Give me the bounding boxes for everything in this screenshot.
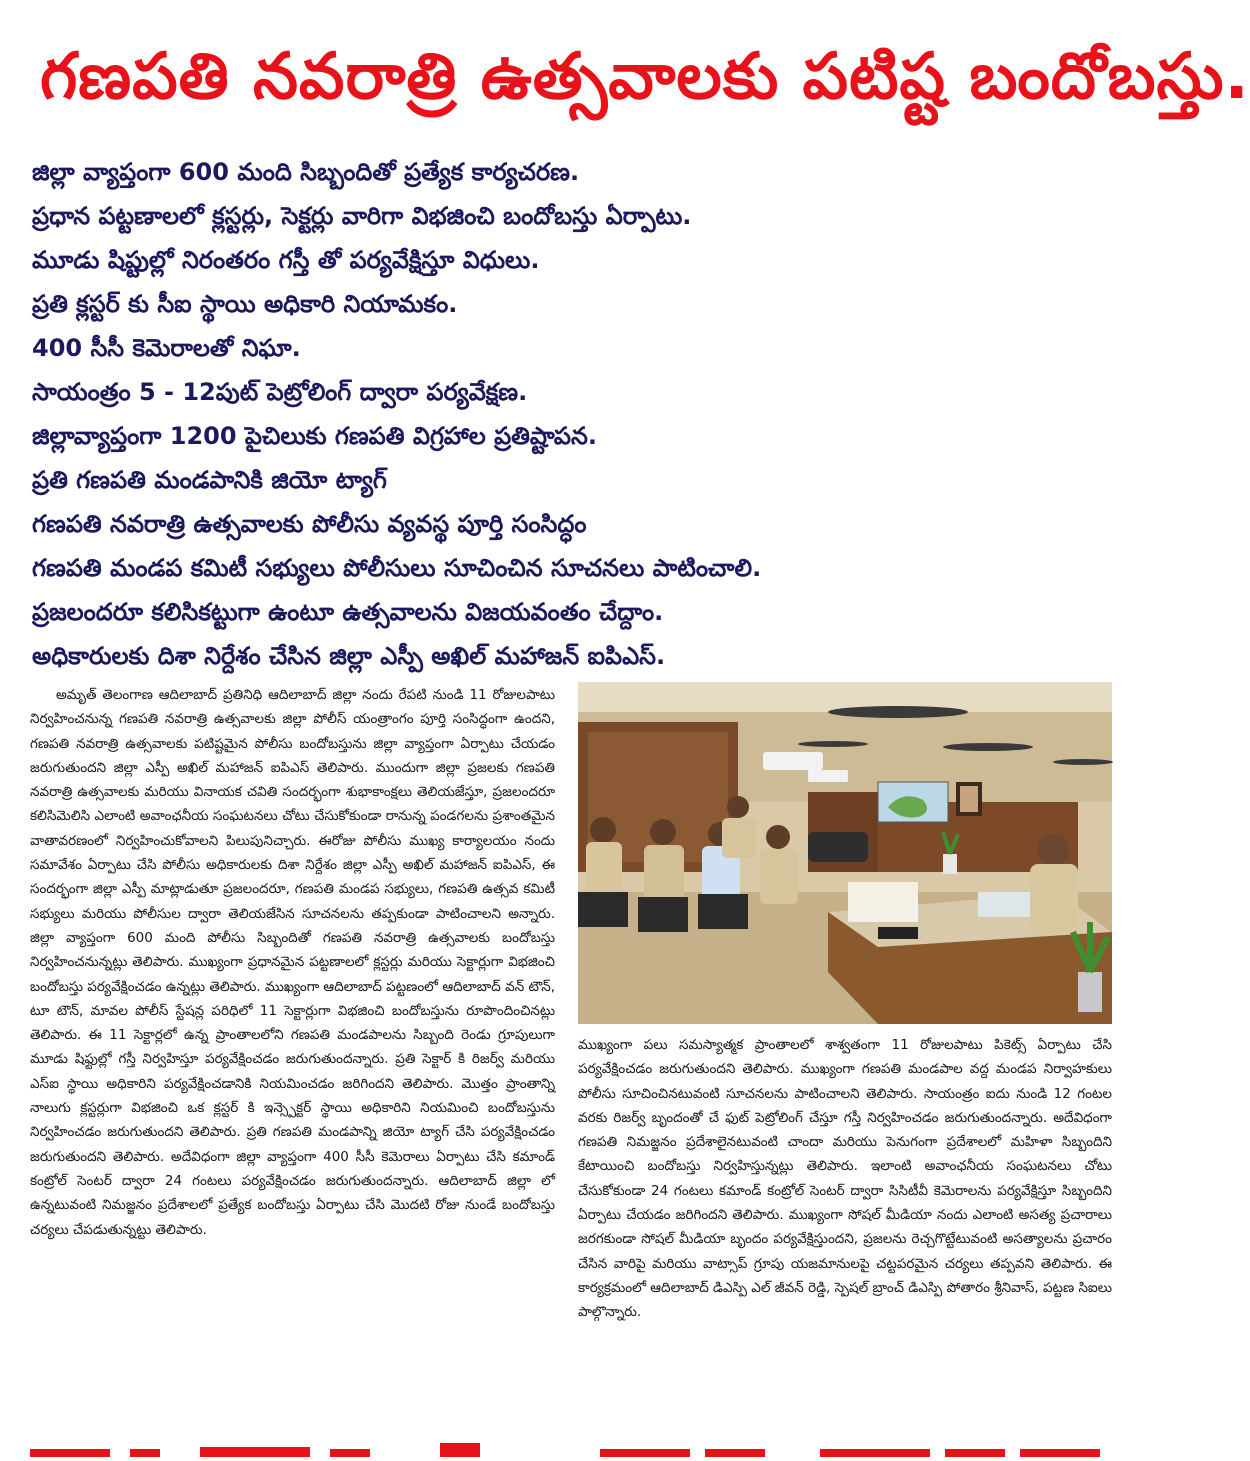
highlight-item: అధికారులకు దిశా నిర్దేశం చేసిన జిల్లా ఎస్పీ అఖిల్ మహాజన్ ఐపిఎస్.: [32, 642, 666, 670]
highlight-item: ప్రధాన పట్టణాలలో క్లస్టర్లు, సెక్టర్లు వారిగా విభజించి బందోబస్తు ఏర్పాటు.: [32, 202, 692, 230]
highlight-item: 400 సీసీ కెమెరాలతో నిఘా.: [32, 334, 301, 362]
highlight-item: ప్రతి క్లస్టర్ కు సీఐ స్థాయి అధికారి నియామకం.: [32, 290, 458, 318]
highlight-item: ప్రతి గణపతి మండపానికి జియో ట్యాగ్: [32, 466, 387, 494]
highlights-list: [32, 150, 1092, 678]
next-article-strip: [0, 1442, 1129, 1456]
article-body-left: అమృత్ తెలంగాణ ఆదిలాబాద్ ప్రతినిధి ఆదిలాబాద్ జిల్లా నందు రేపటి నుండి 11 రోజులపాటు నిర్వహించనున్న గణపతి నవరాత్రి ఉత్సవాలకు జిల్లా పోలీస్ యంత్రాంగం పూర్తి సంసిద్ధంగా ఉందని, గణపతి నవరాత్రి ఉత్సవాలకు పటిష్టమైన పోలీసు బందోబస్తును జిల్లా వ్యాప్తంగా ఏర్పాటు చేయడం జరుగుతుందని జిల్లా ఎస్పీ అఖిల్ మహాజన్ ఐపిఎస్ తెలిపారు. ముందుగా జిల్లా ప్రజలకు గణపతి నవరాత్రి ఉత్సవాలకు మరియు వినాయక చవితి సందర్భంగా శుభాకాంక్షలు తెలియజేస్తూ, ప్రజలందరూ కలిసిమెలిసి ఎలాంటి అవాంఛనీయ సంఘటనలు చోటు చేసుకోకుండా రానున్న పండగలను ప్రశాంతమైన వాతావరణంలో నిర్వహించుకోవాలని పిలుపునిచ్చారు. ఈరోజు పోలీసు ముఖ్య కార్యాలయం నందు సమావేశం ఏర్పాటు చేసి పోలీసు అధికారులకు దిశా నిర్దేశం జిల్లా ఎస్పీ అఖిల్ మహాజన్ ఐపిఎస్, ఈ సందర్భంగా జిల్లా ఎస్పీ మాట్లాడుతూ ప్రజలందరూ, గణపతి మండప సభ్యులు, గణపతి ఉత్సవ కమిటీ సభ్యులు మరియు పోలీసుల ద్వారా తెలియజేసిన సూచనలను తప్పకుండా పాటించాలని అన్నారు. జిల్లా వ్యాప్తంగా 600 మంది పోలీసు సిబ్బందితో గణపతి నవరాత్రి ఉత్సవాలకు బందోబస్తు నిర్వహించనున్నట్లు తెలిపారు. ముఖ్యంగా ప్రధానమైన పట్టణాలలో క్లస్టర్లు మరియు సెక్టార్లుగా విభజించి బందోబస్తు పర్యవేక్షించడం ఉన్నట్లు తెలిపారు. ముఖ్యంగా ఆదిలాబాద్ పట్టణంలో ఆదిలాబాద్ వన్ టౌన్, టూ టౌన్, మావల పోలీస్ స్టేషన్ల పరిధిలో 11 సెక్టార్లుగా విభజించి బందోబస్తును రూపొందించినట్లు తెలిపారు. ఈ 11 సెక్టార్లలో ఉన్న ప్రాంతాలలోని గణపతి మండపాలను సిబ్బంది రెండు గ్రూపులుగా మూడు షిఫ్టుల్లో గస్తీ నిర్వహిస్తూ పర్యవేక్షించడం జరుగుతుందన్నారు. ప్రతి సెక్టార్ కి రిజర్వ్ మరియు ఎస్ఐ స్థాయి అధికారిని పర్యవేక్షించడానికి నియమించడం జరిగిందని తెలిపారు. మొత్తం ప్రాంతాన్ని నాలుగు క్లస్టర్లుగా విభజించి ఒక క్లస్టర్ కి ఇన్స్పెక్టర్ స్థాయి అధికారిని నియమించి బందోబస్తును నిర్వహించడం జరుగుతుందని తెలిపారు. ప్రతి గణపతి మండపాన్ని జియో ట్యాగ్ చేసి పర్యవేక్షించడం జరుగుతుందని తెలిపారు. అదేవిధంగా జిల్లా వ్యాప్తంగా 400 సీసీ కెమెరాలు ఏర్పాటు చేసి కమాండ్ కంట్రోల్ సెంటర్ ద్వారా 24 గంటలు పర్యవేక్షించడం జరుగుతుందన్నారు. ఆదిలాబాద్ జిల్లా లో ఉన్నటువంటి నిమజ్జనం ప్రదేశాలలో ప్రత్యేక బందోబస్తు ఏర్పాటు చేసి మొదటి రోజు నుండే బందోబస్తు చర్యలు చేపడుతున్నట్టు తెలిపారు.: [30, 687, 555, 1238]
highlight-item: మూడు షిప్టుల్లో నిరంతరం గస్తీ తో పర్యవేక్షిస్తూ విధులు.: [32, 246, 540, 274]
article-body-right: ముఖ్యంగా పలు సమస్యాత్మక ప్రాంతాలలో శాశ్వతంగా 11 రోజులపాటు పికెట్స్ ఏర్పాటు చేసి పర్యవేక్షించడం జరుగుతుందని తెలిపారు. ముఖ్యంగా గణపతి మండపాల వద్ద మండప నిర్వాహకులు పోలీసు సూచించినటువంటి సూచనలను పాటించాలని తెలిపారు. సాయంత్రం ఐదు నుండి 12 గంటల వరకు రిజర్వ్ బృందంతో చే ఫుట్ పెట్రోలింగ్ చేస్తూ గస్తీ నిర్వహించడం జరుగుతుందన్నారు. అదేవిధంగా గణపతి నిమజ్జనం ప్రదేశాలైనటువంటి చాందా మరియు పెనుగంగా ప్రదేశాలలో మహిళా సిబ్బందిని కేటాయించి బందోబస్తు నిర్వహిస్తున్నట్లు తెలిపారు. ఇలాంటి అవాంఛనీయ సంఘటనలు చోటు చేసుకోకుండా 24 గంటలు కమాండ్ కంట్రోల్ సెంటర్ ద్వారా సిసిటీవీ కెమెరాలను పర్యవేక్షిస్తూ సిబ్బందిని ఏర్పాటు చేయడం జరిగిందని తెలిపారు. ముఖ్యంగా సోషల్ మీడియా నందు ఎలాంటి అసత్య ప్రచారాలు జరగకుండా సోషల్ మీడియా బృందం పర్యవేక్షిస్తుందని, ప్రజలను రెచ్చగొట్టేటువంటి అసత్యాలను ప్రచారం చేసిన వారిపై మరియు వాట్సాప్ గ్రూపు యజమానులపై చట్టపరమైన చర్యలు తప్పవని తెలిపారు. ఈ కార్యక్రమంలో ఆదిలాబాద్ డిఎస్పి ఎల్ జీవన్ రెడ్డి, స్పెషల్ బ్రాంచ్ డిఎస్పి పోతారం శ్రీనివాస్, పట్టణ సిఐలు పాల్గొన్నారు.: [578, 1037, 1112, 1321]
highlight-item: గణపతి మండప కమిటీ సభ్యులు పోలీసులు సూచించిన సూచనలు పాటించాలి.: [32, 554, 762, 582]
highlight-item: గణపతి నవరాత్రి ఉత్సవాలకు పోలీసు వ్యవస్థ పూర్తి సంసిద్ధం: [32, 510, 587, 538]
highlight-item: సాయంత్రం 5 - 12పుట్ పెట్రోలింగ్ ద్వారా పర్యవేక్షణ.: [32, 378, 528, 406]
meeting-photo: [578, 682, 1112, 1024]
highlight-item: ప్రజలందరూ కలిసికట్టుగా ఉంటూ ఉత్సవాలను విజయవంతం చేద్దాం.: [32, 598, 664, 626]
highlight-item: జిల్లావ్యాప్తంగా 1200 పైచిలుకు గణపతి విగ్రహాల ప్రతిష్టాపన.: [32, 422, 597, 450]
highlight-item: జిల్లా వ్యాప్తంగా 600 మంది సిబ్బందితో ప్రత్యేక కార్యచరణ.: [32, 158, 580, 186]
headline: గణపతి నవరాత్రి ఉత్సవాలకు పటిష్ట బందోబస్తు.: [40, 40, 1250, 114]
